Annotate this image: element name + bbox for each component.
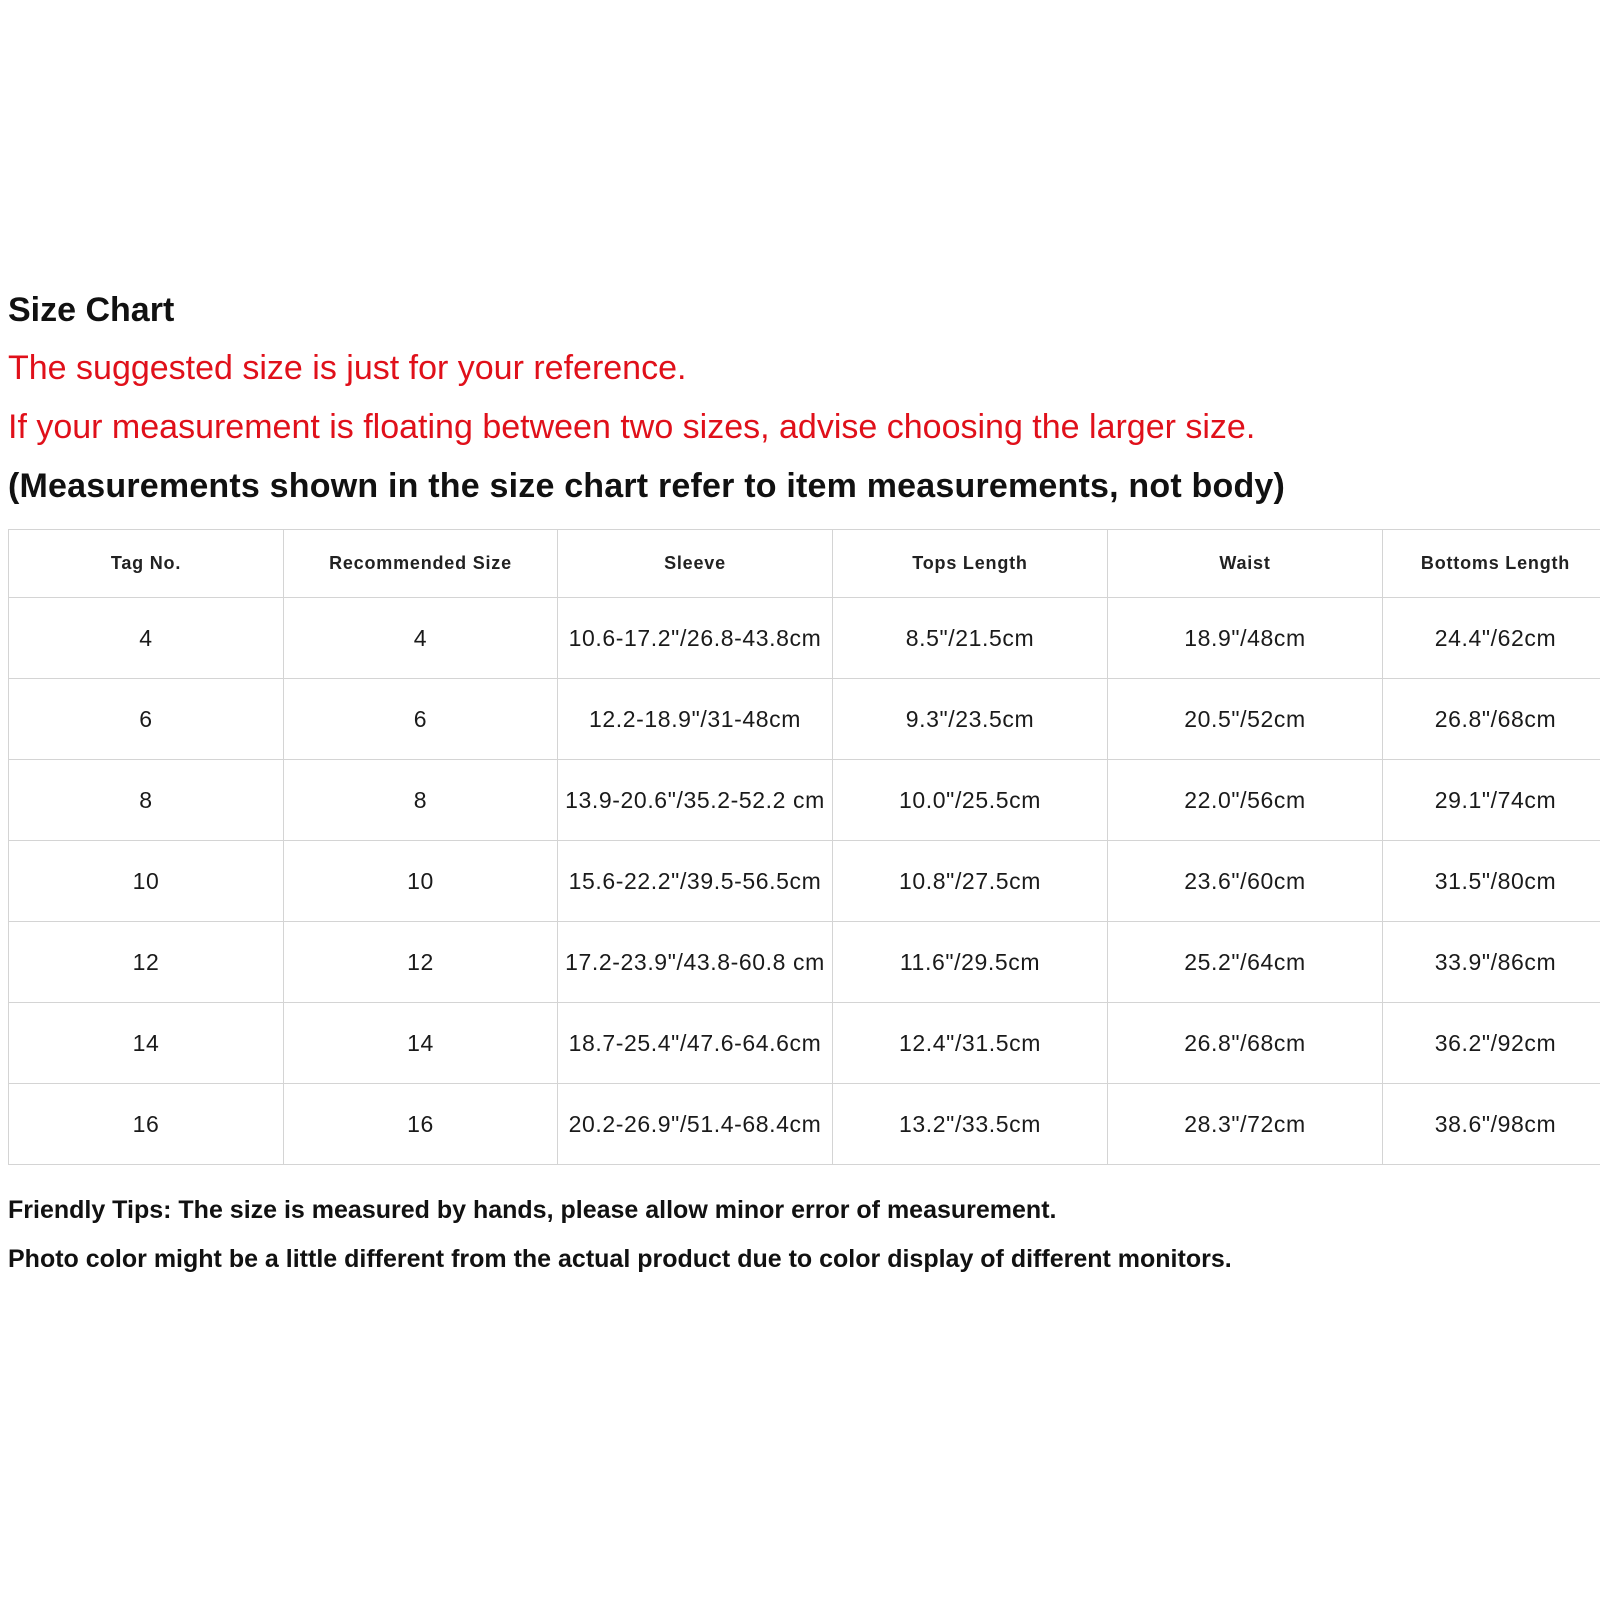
cell-waist: 18.9"/48cm	[1108, 598, 1383, 679]
page-title: Size Chart	[8, 291, 175, 329]
cell-tops-length: 9.3"/23.5cm	[833, 679, 1108, 760]
cell-tag-no: 4	[9, 598, 284, 679]
cell-tops-length: 10.8"/27.5cm	[833, 841, 1108, 922]
cell-tag-no: 10	[9, 841, 284, 922]
column-header-waist: Waist	[1108, 530, 1383, 598]
size-chart-table	[8, 529, 1600, 1165]
column-header-sleeve: Sleeve	[558, 530, 833, 598]
table-row	[9, 841, 1600, 922]
cell-waist: 28.3"/72cm	[1108, 1084, 1383, 1165]
cell-sleeve: 10.6-17.2"/26.8-43.8cm	[558, 598, 833, 679]
column-header-tops-length: Tops Length	[833, 530, 1108, 598]
cell-tag-no: 16	[9, 1084, 284, 1165]
cell-tops-length: 13.2"/33.5cm	[833, 1084, 1108, 1165]
column-header-recommended-size: Recommended Size	[284, 530, 558, 598]
cell-sleeve: 12.2-18.9"/31-48cm	[558, 679, 833, 760]
table-row	[9, 679, 1600, 760]
table-row	[9, 598, 1600, 679]
cell-bottoms-length: 26.8"/68cm	[1383, 679, 1600, 760]
column-header-bottoms-length: Bottoms Length	[1383, 530, 1600, 598]
table-header-row	[9, 530, 1600, 598]
cell-recommended-size: 12	[284, 922, 558, 1003]
cell-waist: 22.0"/56cm	[1108, 760, 1383, 841]
cell-sleeve: 20.2-26.9"/51.4-68.4cm	[558, 1084, 833, 1165]
sizing-advice-note: If your measurement is floating between two sizes, advise choosing the larger size.	[8, 408, 1256, 446]
cell-sleeve: 17.2-23.9"/43.8-60.8 cm	[558, 922, 833, 1003]
friendly-tips-note: Friendly Tips: The size is measured by hands, please allow minor error of measurement.	[8, 1196, 1057, 1224]
cell-tops-length: 12.4"/31.5cm	[833, 1003, 1108, 1084]
cell-recommended-size: 14	[284, 1003, 558, 1084]
cell-recommended-size: 4	[284, 598, 558, 679]
table-row	[9, 1003, 1600, 1084]
cell-tag-no: 14	[9, 1003, 284, 1084]
photo-color-note: Photo color might be a little different from the actual product due to color display of different monitors.	[8, 1245, 1232, 1273]
cell-tag-no: 6	[9, 679, 284, 760]
cell-sleeve: 13.9-20.6"/35.2-52.2 cm	[558, 760, 833, 841]
table-row	[9, 760, 1600, 841]
cell-waist: 20.5"/52cm	[1108, 679, 1383, 760]
cell-bottoms-length: 33.9"/86cm	[1383, 922, 1600, 1003]
cell-bottoms-length: 36.2"/92cm	[1383, 1003, 1600, 1084]
cell-bottoms-length: 38.6"/98cm	[1383, 1084, 1600, 1165]
cell-recommended-size: 10	[284, 841, 558, 922]
cell-tops-length: 8.5"/21.5cm	[833, 598, 1108, 679]
cell-bottoms-length: 31.5"/80cm	[1383, 841, 1600, 922]
cell-waist: 25.2"/64cm	[1108, 922, 1383, 1003]
cell-bottoms-length: 24.4"/62cm	[1383, 598, 1600, 679]
cell-tag-no: 12	[9, 922, 284, 1003]
cell-recommended-size: 6	[284, 679, 558, 760]
cell-sleeve: 15.6-22.2"/39.5-56.5cm	[558, 841, 833, 922]
reference-note: The suggested size is just for your reference.	[8, 349, 687, 387]
cell-sleeve: 18.7-25.4"/47.6-64.6cm	[558, 1003, 833, 1084]
table-row	[9, 922, 1600, 1003]
column-header-tag-no: Tag No.	[9, 530, 284, 598]
cell-waist: 23.6"/60cm	[1108, 841, 1383, 922]
cell-waist: 26.8"/68cm	[1108, 1003, 1383, 1084]
cell-tag-no: 8	[9, 760, 284, 841]
cell-tops-length: 10.0"/25.5cm	[833, 760, 1108, 841]
table-row	[9, 1084, 1600, 1165]
cell-bottoms-length: 29.1"/74cm	[1383, 760, 1600, 841]
cell-recommended-size: 16	[284, 1084, 558, 1165]
cell-recommended-size: 8	[284, 760, 558, 841]
cell-tops-length: 11.6"/29.5cm	[833, 922, 1108, 1003]
measurement-disclaimer: (Measurements shown in the size chart refer to item measurements, not body)	[8, 467, 1286, 505]
